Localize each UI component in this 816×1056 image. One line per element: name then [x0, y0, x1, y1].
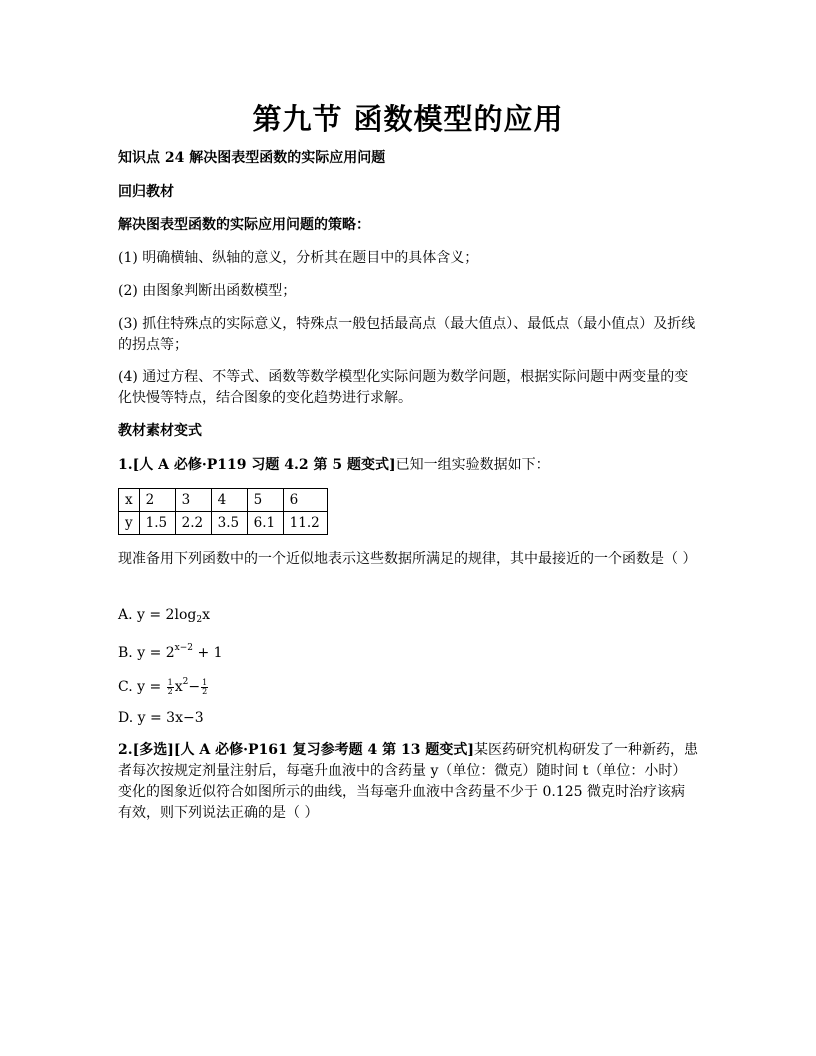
table-cell: 2 — [139, 489, 175, 512]
section-heading-variant: 教材素材变式 — [118, 423, 202, 439]
data-table — [118, 488, 328, 535]
strategy-step-4: (4) 通过方程、不等式、函数等数学模型化实际问题为数学问题，根据实际问题中两变量的变化快慢等特点，结合图象的变化趋势进行求解。 — [118, 369, 689, 406]
strategy-step-1: (1) 明确横轴、纵轴的意义，分析其在题目中的具体含义； — [118, 250, 479, 266]
option-c: C. y = $\frac{1}{2}$ $x^2-$ $\frac{1}{2}$ — [118, 677, 208, 696]
question-2 — [118, 740, 698, 824]
question-1-source: [人 A 必修·P119 习题 4.2 第 5 题变式] — [132, 457, 396, 473]
table-cell: 3.5 — [211, 512, 247, 535]
fraction: $\frac{1}{2}$ — [202, 677, 208, 696]
question-2-tag: [多选] — [132, 742, 174, 758]
table-cell: 1.5 — [139, 512, 175, 535]
option-b: B. $y = 2^{x-2} + 1$ — [118, 643, 223, 661]
table-cell-x-label: x — [119, 489, 140, 512]
table-row-x — [119, 489, 328, 512]
fraction: $\frac{1}{2}$ — [167, 677, 173, 696]
page-title: 第九节 函数模型的应用 — [252, 102, 564, 136]
question-1-text: 现准备用下列函数中的一个近似地表示这些数据所满足的规律，其中最接近的一个函数是（ ） — [118, 551, 697, 567]
knowledge-point-heading: 知识点 24 解决图表型函数的实际应用问题 — [118, 150, 386, 166]
table-cell: 2.2 — [175, 512, 211, 535]
question-2-stem: 某医药研究机构研发了一种新药，患者每次按规定剂量注射后，每毫升血液中的含药量 y（单位：微克）随时间 t（单位：小时）变化的图象近似符合如图所示的曲线，当每毫升血液中含药量不少于 0.125 微克时治疗该病有效，则下列说法正确的是（ ） — [118, 742, 698, 821]
table-cell: 6 — [283, 489, 327, 512]
option-d: D. y = 3x−3 — [118, 710, 204, 726]
strategy-heading: 解决图表型函数的实际应用问题的策略： — [118, 217, 370, 233]
strategy-step-2: (2) 由图象判断出函数模型； — [118, 283, 297, 299]
question-1-header — [118, 455, 698, 476]
table-cell: 5 — [247, 489, 283, 512]
question-1-number: 1. — [118, 457, 133, 473]
table-cell: 6.1 — [247, 512, 283, 535]
question-1-stem: 已知一组实验数据如下： — [395, 457, 550, 473]
table-cell-y-label: y — [119, 512, 140, 535]
option-a: A. $y = 2\log_2x$ — [118, 607, 210, 625]
table-cell: 11.2 — [283, 512, 327, 535]
table-cell: 3 — [175, 489, 211, 512]
section-heading-return: 回归教材 — [118, 184, 174, 200]
table-row-y — [119, 512, 328, 535]
strategy-step-3: (3) 抓住特殊点的实际意义，特殊点一般包括最高点（最大值点）、最低点（最小值点）及折线的拐点等； — [118, 316, 696, 353]
question-2-number: 2. — [118, 742, 133, 758]
table-cell: 4 — [211, 489, 247, 512]
question-2-source: [人 A 必修·P161 复习参考题 4 第 13 题变式] — [173, 742, 474, 758]
